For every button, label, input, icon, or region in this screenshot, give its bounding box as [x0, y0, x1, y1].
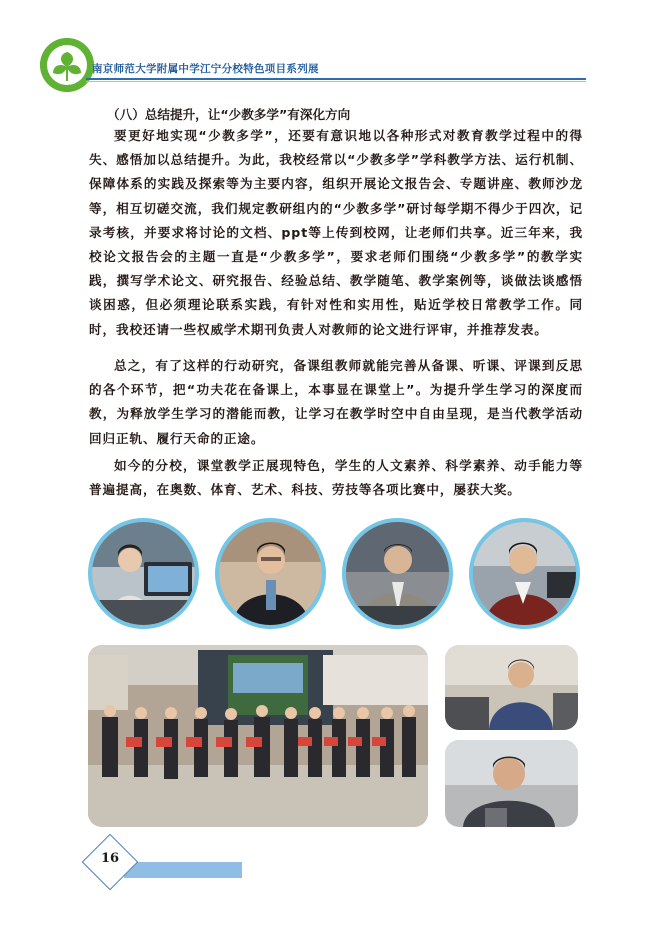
logo: [40, 38, 94, 92]
paragraph-1: 要更好地实现“少教多学”，还要有意识地以各种形式对教育教学过程中的得失、感悟加以总结提升。为此，我校经常以“少教多学”学科教学方法、运行机制、保障体系的实践及探索等为主要内容，组织开展论文报告会、专题讲座、教师沙龙等，相互切磋交流，我们规定教研组内的“少教多学”研讨每学期不得少于四次，记录考核，并要求将讨论的文档、ppt等上传到校网，让老师们共享。近三年来，我校论文报告会的主题一直是“少教多学”，要求老师们围绕“少教多学”的教学实践，撰写学术论文、研究报告、经验总结、教学随笔、教学案例等，谈做法谈感悟谈困惑，但必须理论联系实践，有针对性和实用性，贴近学校日常教学工作。同时，我校还请一些权威学术期刊负责人对教师的论文进行评审，并推荐发表。: [89, 128, 583, 337]
paragraph-2: 总之，有了这样的行动研究，备课组教师就能完善从备课、听课、评课到反思的各个环节，把“功夫花在备课上，本事显在课堂上”。为提升学生学习的深度而教，为释放学生学习的潜能而教，让学习在教学时空中自由呈现，是当代教学活动回归正轨、履行天命的正途。: [89, 358, 583, 446]
paragraph-3: 如今的分校，课堂教学正展现特色，学生的人文素养、科学素养、动手能力等普遍提高，在奥数、体育、艺术、科技、劳技等各项比赛中，屡获大奖。: [89, 458, 583, 498]
photo-circle-3: [342, 518, 453, 629]
footer-bar: [124, 862, 242, 878]
photo-circle-4: [469, 518, 580, 629]
header-title: 南京师范大学附属中学江宁分校特色项目系列展: [92, 63, 319, 75]
photo-speaker-1: [445, 645, 578, 730]
photo-circle-1: [88, 518, 199, 629]
header-rule-thin: [86, 81, 586, 82]
photo-circle-2: [215, 518, 326, 629]
photo-speaker-2: [445, 740, 578, 827]
photo-group-award: [88, 645, 428, 827]
page-number: 16: [100, 851, 120, 866]
header-rule: [86, 78, 586, 80]
section-heading: （八）总结提升，让“少教多学”有深化方向: [107, 107, 351, 122]
